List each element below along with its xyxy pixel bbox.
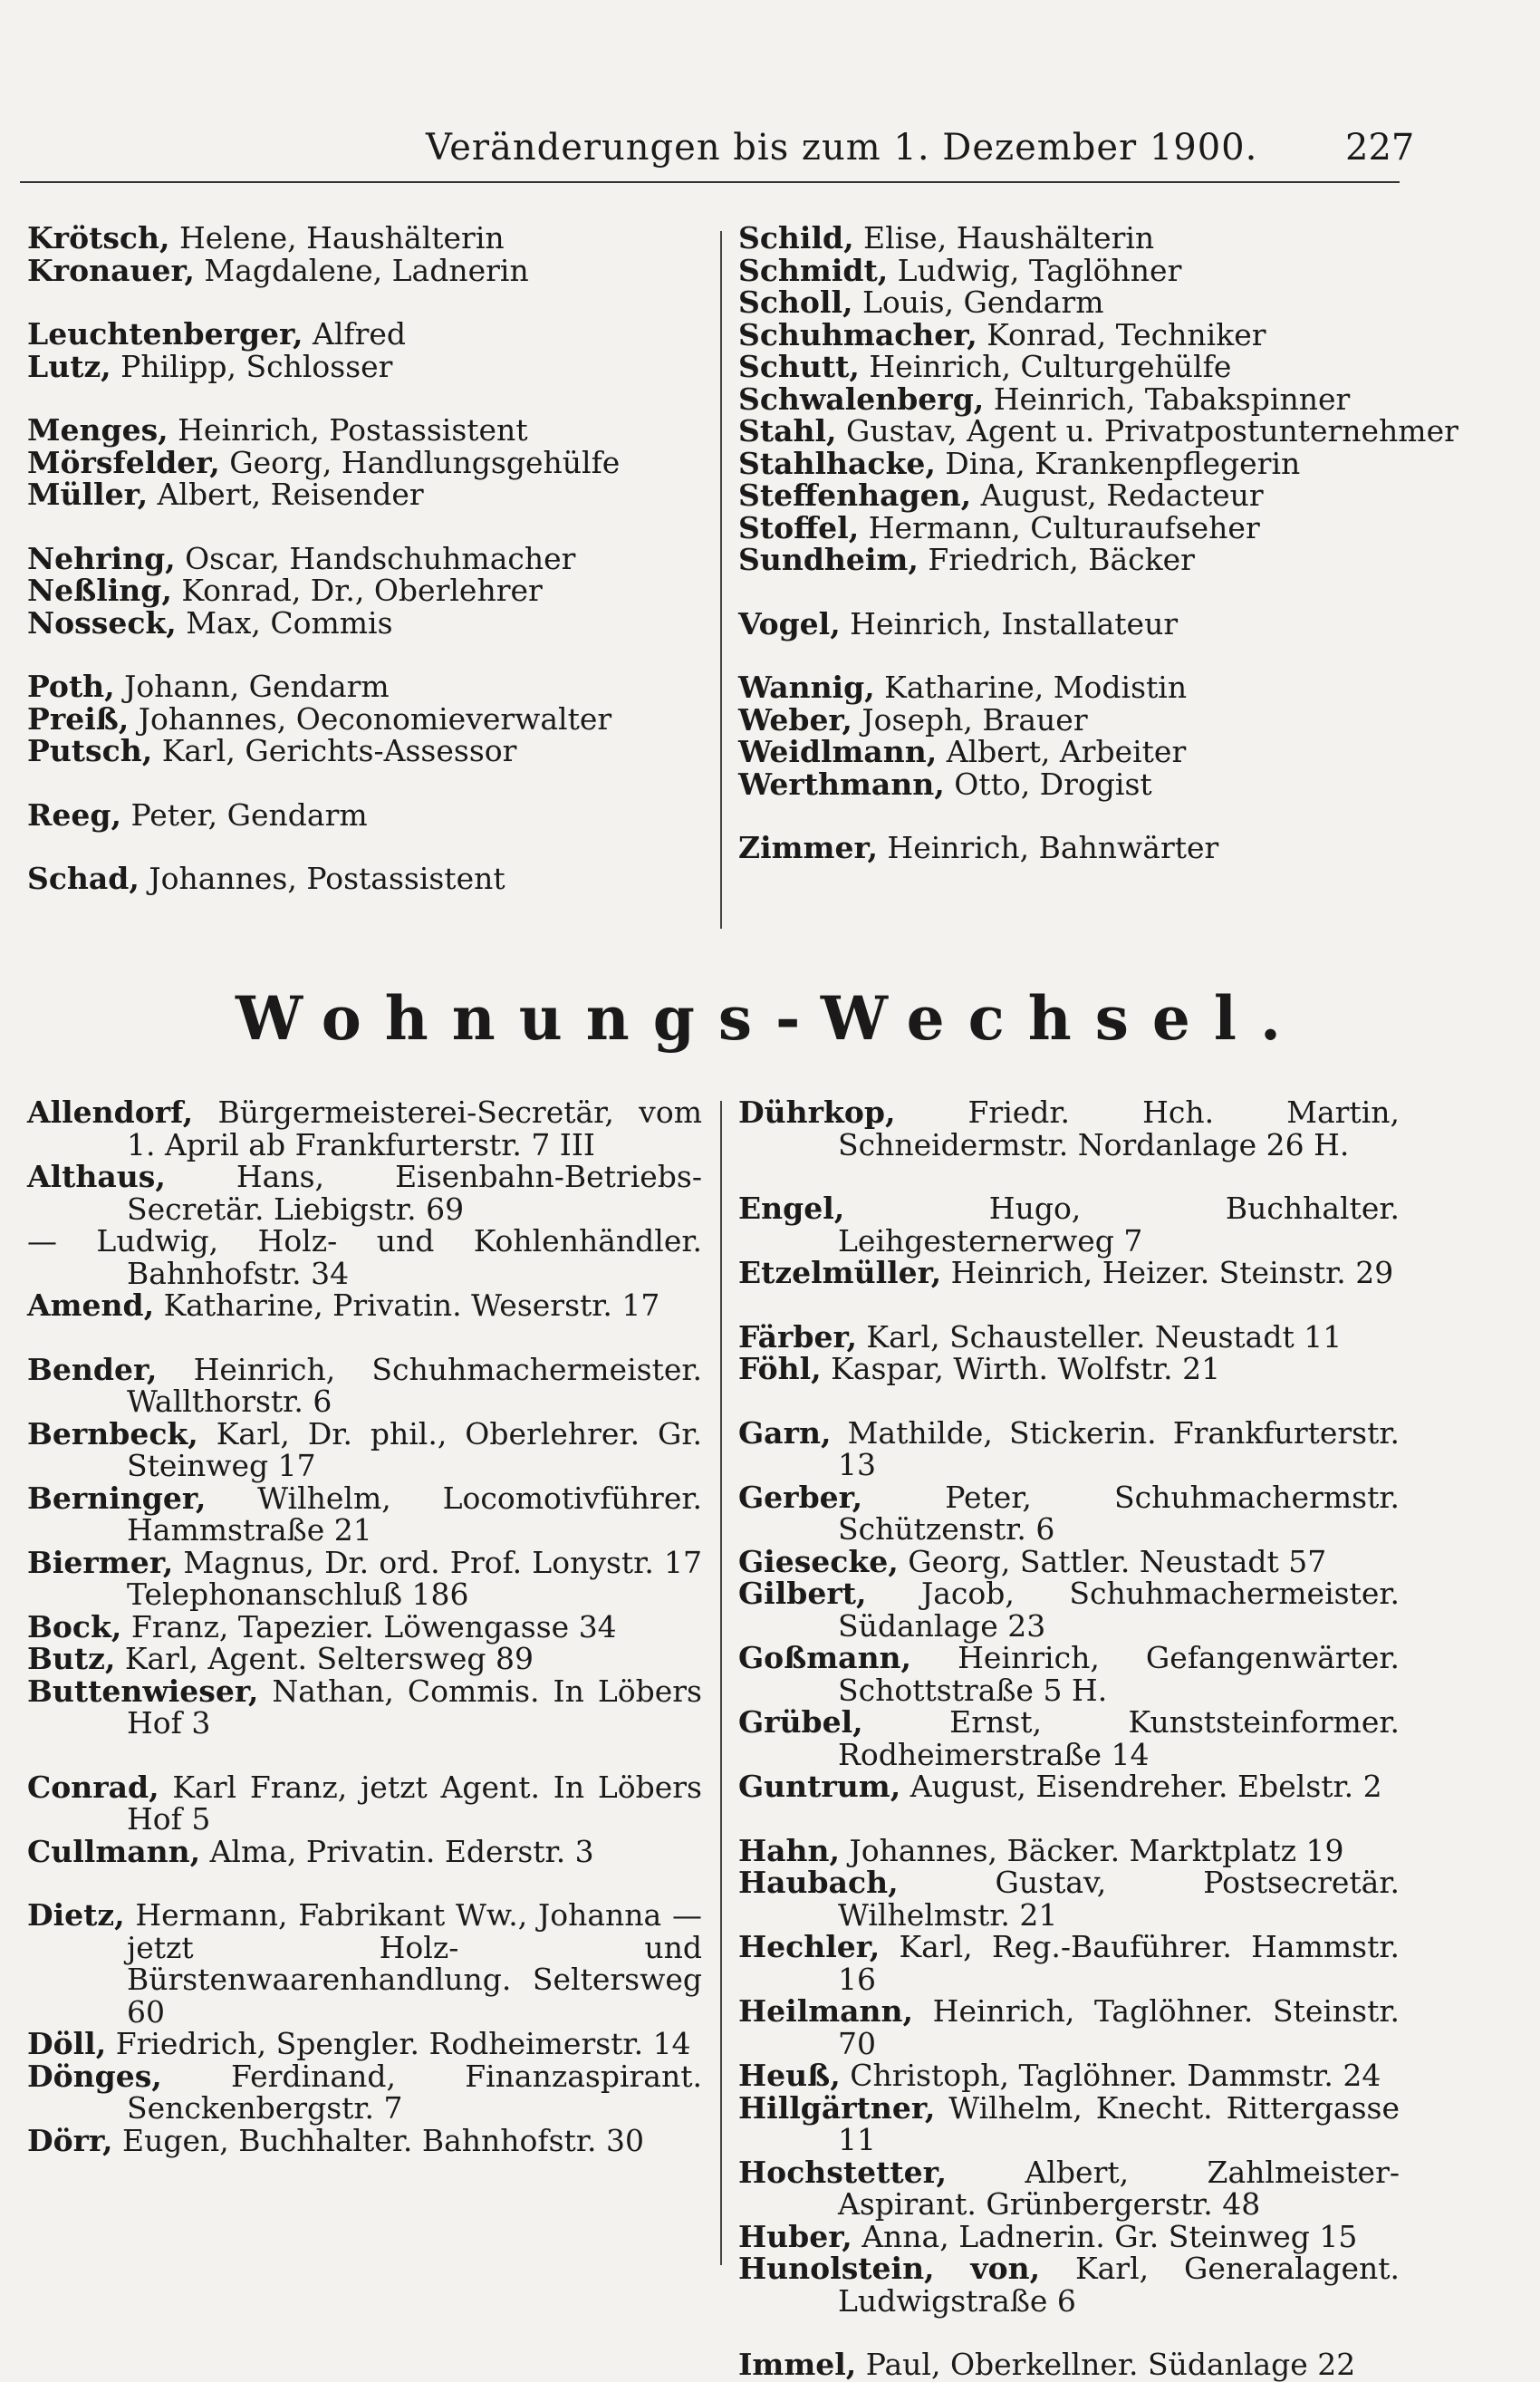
entry-name: Mörsfelder,: [27, 444, 220, 480]
entry-name: Bender,: [27, 1351, 158, 1387]
directory-entry: [738, 2252, 1400, 2317]
directory-entry: [27, 1161, 702, 1225]
entry-name: Krötsch,: [27, 220, 170, 256]
entry-details: Hermann, Culturaufseher: [859, 509, 1260, 545]
entry-name: Bock,: [27, 1608, 122, 1644]
entry-name: Werthmann,: [738, 766, 945, 802]
entry-name: Putsch,: [27, 733, 153, 768]
entry-name: Kronauer,: [27, 252, 195, 288]
entry-name: Garn,: [738, 1414, 832, 1451]
entry-details: Georg, Handlungsgehülfe: [219, 444, 621, 480]
entry-details: Karl, Generalagent. Ludwigstraße 6: [838, 2251, 1400, 2319]
entry-details: Albert, Zahlmeister-Aspirant. Grünbergerstr. 48: [838, 2154, 1400, 2222]
entry-details: Gustav, Agent u. Privatpostunternehmer: [836, 413, 1458, 448]
entry-name: Weidlmann,: [738, 734, 938, 769]
directory-entry: [738, 671, 1400, 704]
directory-entry: [27, 414, 702, 447]
entry-details: Alma, Privatin. Ederstr. 3: [200, 1833, 594, 1869]
entry-details: Ludwig, Holz- und Kohlenhändler. Bahnhofstr. 34: [96, 1223, 702, 1291]
entry-name: Buttenwieser,: [27, 1673, 259, 1709]
entry-details: Helene, Haushälterin: [169, 220, 505, 256]
entry-name: Butz,: [27, 1641, 116, 1676]
entry-details: Bürgermeisterei-Secretär, vom 1. April ab Frankfurterstr. 7 III: [127, 1095, 702, 1162]
entry-details: Albert, Arbeiter: [937, 734, 1187, 769]
entry-name: Schutt,: [738, 349, 860, 384]
entry-details: Wilhelm, Knecht. Rittergasse 11: [838, 2089, 1400, 2157]
entry-details: Mathilde, Stickerin. Frankfurterstr. 13: [831, 1414, 1400, 1482]
directory-entry: [27, 1415, 702, 1483]
directory-entry: [27, 1771, 702, 1836]
entry-gap: [27, 767, 702, 799]
entry-details: Katharine, Privatin. Weserstr. 17: [154, 1287, 660, 1323]
entry-name: Nosseck,: [27, 604, 177, 641]
directory-entry: [27, 1225, 702, 1289]
directory-entry: [738, 701, 1400, 738]
entry-name: Poth,: [27, 669, 115, 704]
directory-entry: [27, 252, 702, 288]
entry-details: Kaspar, Wirth. Wolfstr. 21: [821, 1351, 1221, 1386]
entry-gap: [738, 576, 1400, 608]
entry-name: Wannig,: [738, 670, 875, 705]
entry-details: Peter, Schuhmachermstr. Schützenstr. 6: [838, 1479, 1400, 1547]
entry-gap: [27, 382, 702, 414]
directory-entry: [27, 863, 702, 895]
entry-details: Heinrich, Postassistent: [168, 412, 528, 448]
entry-name: Stahl,: [738, 413, 837, 448]
entry-gap: [27, 511, 702, 543]
entry-name: Sundheim,: [738, 542, 919, 577]
entry-name: Stoffel,: [738, 509, 860, 545]
entry-details: Elise, Haushälterin: [853, 220, 1155, 256]
entry-name: Guntrum,: [738, 1769, 901, 1804]
entry-details: Dina, Krankenpflegerin: [935, 445, 1301, 481]
entry-gap: [27, 1740, 702, 1771]
directory-entry: [27, 1289, 702, 1322]
entry-name: Döll,: [27, 2026, 107, 2061]
entry-gap: [738, 1385, 1400, 1417]
running-header: Veränderungen bis zum 1. Dezember 1900.: [426, 127, 1258, 169]
directory-entry: [738, 222, 1400, 255]
directory-entry: [27, 318, 702, 351]
directory-entry: [738, 1318, 1400, 1355]
directory-entry: [738, 445, 1400, 481]
directory-entry: [27, 2060, 702, 2125]
entry-details: Ludwig, Taglöhner: [888, 252, 1182, 288]
entry-details: Eugen, Buchhalter. Bahnhofstr. 30: [112, 2122, 644, 2158]
entry-details: Ferdinand, Finanzaspirant. Senckenbergstr. 7: [127, 2058, 702, 2126]
entry-details: Karl, Schausteller. Neustadt 11: [856, 1318, 1343, 1355]
directory-entry: [738, 2348, 1400, 2381]
entry-gap: [738, 1289, 1400, 1321]
column-bottom-right: [738, 1096, 1400, 2381]
entry-name: Neßling,: [27, 573, 172, 608]
directory-entry: [27, 2028, 702, 2060]
entry-details: August, Eisendreher. Ebelstr. 2: [900, 1769, 1382, 1804]
entry-name: Hillgärtner,: [738, 2089, 936, 2126]
entry-name: Föhl,: [738, 1351, 822, 1386]
directory-entry: [738, 2156, 1400, 2221]
entry-name: Goßmann,: [738, 1640, 912, 1675]
entry-name: Huber,: [738, 2218, 852, 2254]
directory-entry: [738, 1353, 1400, 1385]
entry-name: Heilmann,: [738, 1993, 914, 2029]
entry-name: Schwalenberg,: [738, 381, 985, 417]
directory-entry: [738, 768, 1400, 801]
entry-name: Grübel,: [738, 1704, 863, 1740]
directory-entry: [27, 700, 702, 737]
entry-name: Schild,: [738, 220, 854, 256]
entry-name: Menges,: [27, 412, 168, 448]
directory-entry: [738, 479, 1400, 512]
entry-details: Heinrich, Taglöhner. Steinstr. 70: [838, 1993, 1400, 2061]
directory-entry: [738, 1577, 1400, 1642]
directory-entry: [738, 1706, 1400, 1770]
entry-name: Hunolstein, von,: [738, 2251, 1041, 2286]
entry-name: Hechler,: [738, 1929, 881, 1964]
entry-details: Gustav, Postsecretär. Wilhelmstr. 21: [838, 1865, 1400, 1933]
entry-name: Dönges,: [27, 2058, 162, 2094]
entry-details: Karl, Reg.-Bauführer. Hammstr. 16: [838, 1929, 1400, 1997]
entry-name: Cullmann,: [27, 1833, 201, 1869]
directory-entry: [738, 351, 1400, 383]
column-divider-bottom: [720, 1101, 722, 2265]
entry-name: Lutz,: [27, 348, 111, 384]
entry-name: Althaus,: [27, 1159, 166, 1194]
directory-entry: [738, 316, 1400, 352]
entry-details: Karl, Agent. Seltersweg 89: [115, 1641, 534, 1676]
entry-details: Louis, Gendarm: [852, 284, 1104, 320]
directory-entry: [27, 735, 702, 767]
entry-name: Vogel,: [738, 605, 841, 641]
entry-details: Johannes, Postassistent: [139, 861, 505, 896]
entry-name: Dietz,: [27, 1897, 125, 1933]
directory-entry: [27, 478, 702, 511]
directory-entry: [738, 2089, 1400, 2157]
entry-details: August, Redacteur: [971, 477, 1264, 513]
entry-gap: [27, 1867, 702, 1899]
entry-details: Magdalene, Ladnerin: [194, 252, 529, 288]
directory-entry: [27, 574, 702, 607]
directory-entry: [27, 1544, 702, 1612]
directory-entry: [27, 1482, 702, 1547]
entry-name: Biermer,: [27, 1544, 174, 1580]
entry-details: Hans, Eisenbahn-Betriebs-Secretär. Liebigstr. 69: [127, 1159, 702, 1227]
directory-entry: [738, 832, 1400, 864]
entry-details: Heinrich, Heizer. Steinstr. 29: [941, 1255, 1394, 1290]
entry-name: Haubach,: [738, 1865, 899, 1900]
entry-details: Hermann, Fabrikant Ww., Johanna — jetzt Holz- und Bürstenwaarenhandlung. Seltersweg 60: [124, 1897, 702, 2030]
directory-entry: [738, 1995, 1400, 2059]
entry-name: Scholl,: [738, 284, 853, 320]
entry-details: Heinrich, Culturgehülfe: [859, 349, 1232, 384]
entry-details: Konrad, Dr., Oberlehrer: [171, 573, 543, 608]
entry-details: Johannes, Bäcker. Marktplatz 19: [840, 1832, 1344, 1868]
entry-name: Amend,: [27, 1287, 155, 1323]
entry-details: Karl Franz, jetzt Agent. In Löbers Hof 5: [127, 1769, 702, 1837]
entry-details: Otto, Drogist: [944, 766, 1152, 802]
directory-entry: [738, 1642, 1400, 1706]
entry-gap: [738, 1161, 1400, 1192]
header-rule: [20, 181, 1400, 183]
directory-entry: [738, 509, 1400, 545]
directory-entry: [738, 1257, 1400, 1289]
entry-details: Joseph, Brauer: [852, 701, 1088, 738]
entry-details: Johann, Gendarm: [114, 669, 390, 704]
entry-details: Alfred: [303, 316, 407, 352]
page-number: 227: [1345, 127, 1415, 169]
directory-entry: [27, 222, 702, 255]
directory-entry: [27, 796, 702, 833]
directory-entry: [738, 1543, 1400, 1579]
entry-name: Allendorf,: [27, 1095, 194, 1130]
entry-name: Immel,: [738, 2347, 857, 2382]
entry-name: Bernbeck,: [27, 1415, 198, 1451]
directory-entry: [27, 604, 702, 641]
entry-name: Färber,: [738, 1318, 857, 1355]
entry-details: Oscar, Handschuhmacher: [175, 540, 576, 576]
directory-entry: [27, 1643, 702, 1675]
entry-name: Müller,: [27, 477, 149, 512]
entry-details: Konrad, Techniker: [977, 316, 1266, 352]
entry-gap: [27, 639, 702, 670]
entry-gap: [27, 1322, 702, 1354]
directory-entry: [27, 444, 702, 480]
entry-gap: [27, 286, 702, 318]
entry-name: Berninger,: [27, 1480, 207, 1516]
directory-entry: [27, 1351, 702, 1419]
entry-details: Heinrich, Tabakspinner: [984, 381, 1351, 417]
entry-name: Zimmer,: [738, 830, 878, 865]
directory-entry: [738, 286, 1400, 319]
column-top-right: [738, 220, 1458, 865]
directory-entry: [738, 1192, 1400, 1257]
directory-entry: [27, 348, 702, 384]
directory-entry: [738, 252, 1400, 288]
directory-entry: [738, 2218, 1400, 2254]
entry-details: Ernst, Kunststeinformer. Rodheimerstraße 14: [838, 1704, 1400, 1772]
entry-details: Karl, Gerichts-Assessor: [152, 733, 517, 768]
entry-gap: [738, 640, 1400, 671]
column-divider-top: [720, 231, 722, 929]
entry-details: Heinrich, Installateur: [840, 605, 1179, 641]
entry-details: Magnus, Dr. ord. Prof. Lonystr. 17 Telephonanschluß 186: [127, 1544, 702, 1612]
entry-details: Friedr. Hch. Martin, Schneidermstr. Nordanlage 26 H.: [838, 1095, 1400, 1162]
entry-name: Dörr,: [27, 2122, 113, 2158]
entry-details: Georg, Sattler. Neustadt 57: [898, 1543, 1327, 1579]
entry-name: Hochstetter,: [738, 2154, 948, 2190]
entry-gap: [738, 800, 1400, 832]
directory-entry: [738, 736, 1400, 768]
directory-entry: [27, 1675, 702, 1740]
entry-name: —: [27, 1223, 97, 1259]
entry-name: Steffenhagen,: [738, 477, 972, 513]
entry-details: Paul, Oberkellner. Südanlage 22: [856, 2347, 1356, 2382]
entry-details: Christoph, Taglöhner. Dammstr. 24: [840, 2058, 1381, 2093]
entry-name: Heuß,: [738, 2058, 841, 2093]
entry-name: Gilbert,: [738, 1576, 867, 1611]
entry-details: Heinrich, Bahnwärter: [877, 830, 1219, 865]
entry-details: Max, Commis: [176, 604, 393, 641]
directory-entry: [27, 1608, 702, 1644]
entry-name: Preiß,: [27, 700, 130, 737]
entry-details: Peter, Gendarm: [120, 796, 368, 833]
entry-details: Friedrich, Bäcker: [918, 542, 1195, 577]
entry-gap: [27, 831, 702, 863]
column-top-left: [27, 222, 702, 895]
entry-details: Friedrich, Spengler. Rodheimerstr. 14: [106, 2026, 691, 2061]
entry-name: Schmidt,: [738, 252, 889, 288]
entry-details: Anna, Ladnerin. Gr. Steinweg 15: [852, 2218, 1358, 2254]
entry-details: Wilhelm, Locomotivführer. Hammstraße 21: [127, 1480, 702, 1548]
entry-details: Johannes, Oeconomieverwalter: [129, 700, 612, 737]
entry-name: Reeg,: [27, 796, 121, 833]
directory-entry: [738, 1931, 1400, 1995]
directory-entry: [27, 2122, 702, 2158]
directory-entry: [27, 1096, 702, 1161]
directory-entry: [738, 2059, 1400, 2092]
directory-entry: [27, 1899, 702, 2028]
directory-entry: [27, 670, 702, 703]
entry-details: Jacob, Schuhmachermeister. Südanlage 23: [838, 1576, 1400, 1644]
entry-name: Weber,: [738, 701, 852, 738]
entry-details: Heinrich, Schuhmachermeister. Wallthorstr. 6: [127, 1351, 702, 1419]
directory-entry: [738, 1866, 1400, 1931]
entry-details: Hugo, Buchhalter. Leihgesternerweg 7: [838, 1191, 1400, 1259]
entry-gap: [738, 2317, 1400, 2348]
entry-details: Albert, Reisender: [148, 477, 424, 512]
entry-gap: [738, 1803, 1400, 1835]
directory-entry: [738, 544, 1400, 576]
column-bottom-left: [27, 1096, 702, 2156]
section-title: Wohnungs-Wechsel.: [236, 983, 1304, 1054]
entry-details: Katharine, Modistin: [874, 670, 1188, 705]
entry-name: Hahn,: [738, 1832, 841, 1868]
entry-name: Dührkop,: [738, 1095, 896, 1130]
entry-name: Leuchtenberger,: [27, 316, 303, 352]
directory-entry: [738, 605, 1400, 641]
directory-entry: [27, 540, 702, 576]
entry-details: Nathan, Commis. In Löbers Hof 3: [127, 1673, 702, 1741]
entry-name: Gerber,: [738, 1479, 863, 1515]
directory-entry: [738, 1770, 1400, 1803]
entry-name: Nehring,: [27, 540, 176, 576]
entry-name: Stahlhacke,: [738, 445, 936, 481]
directory-entry: [738, 1414, 1400, 1482]
entry-details: Franz, Tapezier. Löwengasse 34: [121, 1608, 617, 1644]
directory-entry: [738, 413, 1458, 448]
entry-details: Philipp, Schlosser: [111, 348, 393, 384]
entry-details: Karl, Dr. phil., Oberlehrer. Gr. Steinweg 17: [127, 1415, 702, 1483]
entry-name: Conrad,: [27, 1769, 159, 1805]
entry-name: Engel,: [738, 1191, 845, 1226]
entry-details: Heinrich, Gefangenwärter. Schottstraße 5 H.: [838, 1640, 1400, 1708]
directory-entry: [27, 1833, 702, 1869]
directory-entry: [738, 1096, 1400, 1161]
directory-entry: [738, 383, 1400, 416]
entry-name: Giesecke,: [738, 1543, 899, 1579]
directory-entry: [738, 1481, 1400, 1546]
entry-name: Schuhmacher,: [738, 316, 977, 352]
entry-name: Etzelmüller,: [738, 1255, 942, 1290]
entry-name: Schad,: [27, 861, 140, 896]
directory-entry: [738, 1832, 1400, 1868]
